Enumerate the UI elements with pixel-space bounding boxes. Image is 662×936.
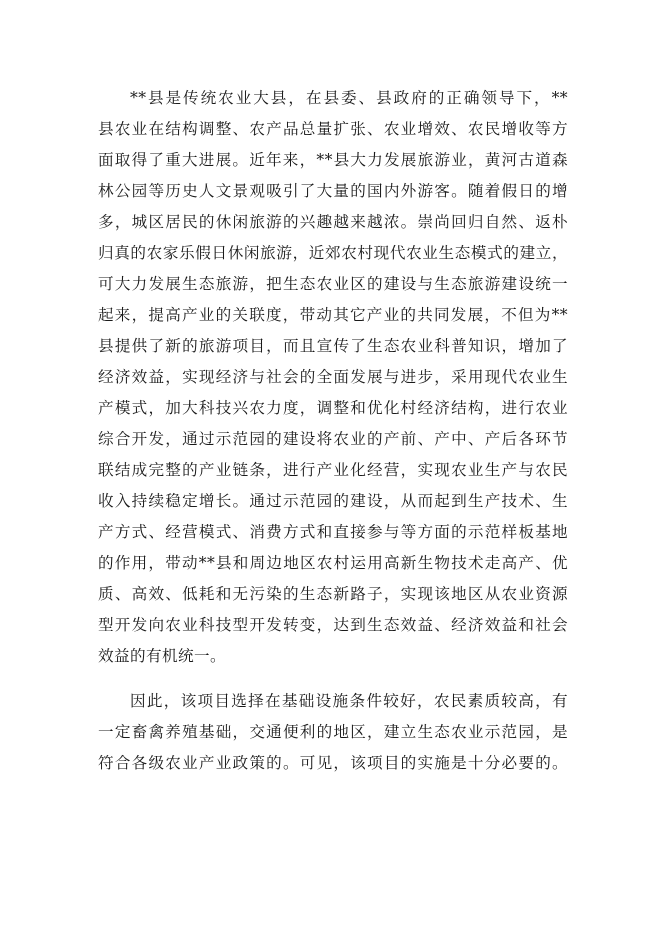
paragraph-1-line-8: 起来，提高产业的关联度，带动其它产业的共同发展，不但为**: [98, 306, 568, 324]
paragraph-1-line-2: 县农业在结构调整、农产品总量扩张、农业增效、农民增收等方: [98, 120, 568, 138]
paragraph-1-line-16: 的作用，带动**县和周边地区农村运用高新生物技术走高产、优: [98, 554, 568, 572]
paragraph-1-line-15: 产方式、经营模式、消费方式和直接参与等方面的示范样板基地: [98, 523, 568, 541]
paragraph-2-line-1: 因此，该项目选择在基础设施条件较好，农民素质较高，有: [130, 692, 568, 710]
paragraph-1-line-17: 质、高效、低耗和无污染的生态新路子，实现该地区从农业资源: [98, 585, 568, 603]
paragraph-1-line-12: 综合开发，通过示范园的建设将农业的产前、产中、产后各环节: [98, 430, 568, 448]
paragraph-2-line-2: 一定畜禽养殖基础，交通便利的地区，建立生态农业示范园，是: [98, 723, 568, 741]
paragraph-1-line-1: **县是传统农业大县，在县委、县政府的正确领导下，**: [130, 89, 568, 107]
paragraph-1-line-7: 可大力发展生态旅游，把生态农业区的建设与生态旅游建设统一: [98, 275, 568, 293]
paragraph-1-line-3: 面取得了重大进展。近年来，**县大力发展旅游业，黄河古道森: [98, 151, 568, 169]
paragraph-1-line-5: 多，城区居民的休闲旅游的兴趣越来越浓。崇尚回归自然、返朴: [98, 213, 568, 231]
paragraph-1-line-19: 效益的有机统一。: [98, 647, 226, 665]
paragraph-2-line-3: 符合各级农业产业政策的。可见，该项目的实施是十分必要的。: [98, 754, 568, 772]
paragraph-1-line-11: 产模式，加大科技兴农力度，调整和优化村经济结构，进行农业: [98, 399, 568, 417]
paragraph-1-line-6: 归真的农家乐假日休闲旅游，近郊农村现代农业生态模式的建立，: [98, 244, 568, 262]
paragraph-1-line-10: 经济效益，实现经济与社会的全面发展与进步，采用现代农业生: [98, 368, 568, 386]
paragraph-1-line-14: 收入持续稳定增长。通过示范园的建设，从而起到生产技术、生: [98, 492, 568, 510]
paragraph-1-line-18: 型开发向农业科技型开发转变，达到生态效益、经济效益和社会: [98, 616, 568, 634]
paragraph-1-line-9: 县提供了新的旅游项目，而且宣传了生态农业科普知识，增加了: [98, 337, 568, 355]
paragraph-1-line-13: 联结成完整的产业链条，进行产业化经营，实现农业生产与农民: [98, 461, 568, 479]
paragraph-1-line-4: 林公园等历史人文景观吸引了大量的国内外游客。随着假日的增: [98, 182, 568, 200]
